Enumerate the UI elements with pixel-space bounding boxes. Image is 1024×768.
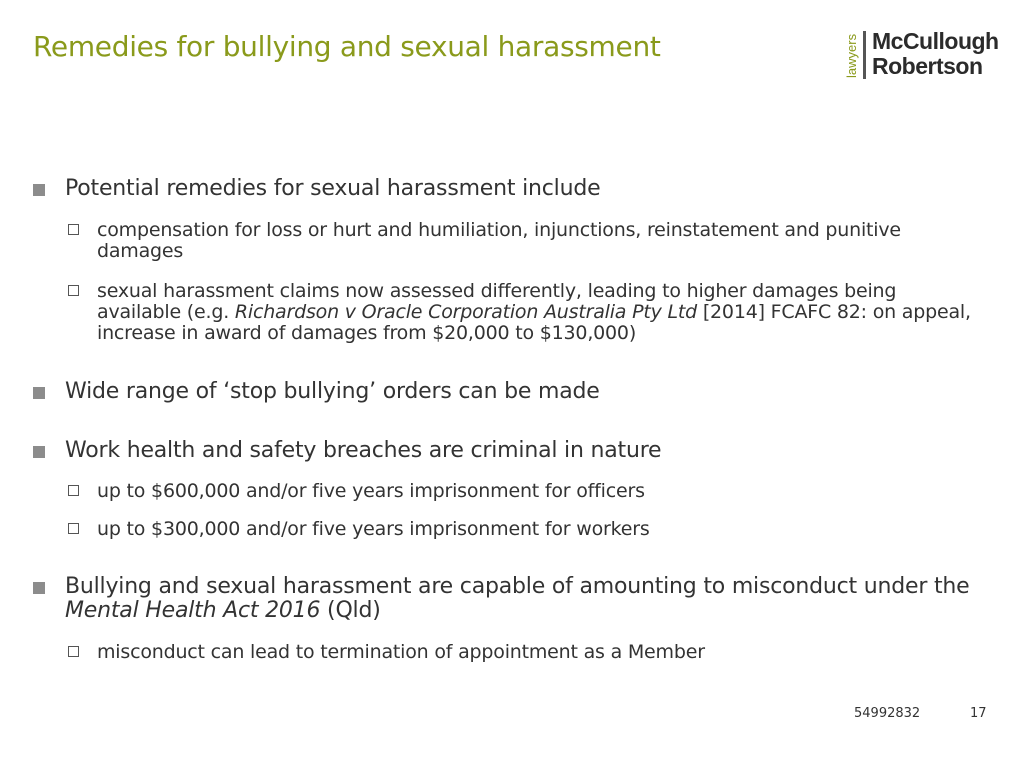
bullet-text-after: (Qld) (320, 598, 381, 623)
logo-name-line1: McCullough (872, 28, 999, 54)
hollow-square-bullet-icon (68, 523, 79, 534)
sub-bullet-text (97, 281, 977, 344)
document-id: 54992832 (854, 706, 921, 721)
sub-bullet-text: up to $300,000 and/or five years imprisonment for workers (97, 518, 650, 540)
page-number: 17 (970, 706, 987, 721)
hollow-square-bullet-icon (68, 485, 79, 496)
sub-bullet-text: misconduct can lead to termination of appointment as a Member (97, 641, 705, 663)
sub-bullet-text: compensation for loss or hurt and humiliation, injunctions, reinstatement and punitive damages (97, 219, 901, 262)
act-name: Mental Health Act 2016 (65, 598, 321, 623)
hollow-square-bullet-icon (68, 224, 79, 235)
bullet-text-before: Bullying and sexual harassment are capable of amounting to misconduct under the (65, 574, 970, 599)
logo-lawyers-text: lawyers (844, 33, 859, 78)
company-logo (842, 28, 999, 82)
sub-bullet-text-before: sexual harassment claims now assessed differently, leading to higher damages being available (e.g. (97, 280, 897, 323)
slide-title: Remedies for bullying and sexual harassment (33, 30, 661, 63)
bullet-text: Wide range of ‘stop bullying’ orders can be made (65, 379, 600, 404)
logo-name-line2: Robertson (872, 53, 983, 79)
bullet-text: Work health and safety breaches are criminal in nature (65, 438, 662, 463)
sub-bullet-text: up to $600,000 and/or five years imprisonment for officers (97, 480, 645, 502)
bullet-text (65, 575, 985, 623)
square-bullet-icon (33, 184, 45, 196)
bullet-text: Potential remedies for sexual harassment include (65, 176, 601, 201)
logo-divider (863, 31, 866, 79)
square-bullet-icon (33, 387, 45, 399)
sub-bullet-text-after: [2014] FCAFC 82: on appeal, increase in award of damages from $20,000 to $130,000) (97, 301, 971, 344)
square-bullet-icon (33, 582, 45, 594)
hollow-square-bullet-icon (68, 285, 79, 296)
hollow-square-bullet-icon (68, 646, 79, 657)
square-bullet-icon (33, 446, 45, 458)
case-name: Richardson v Oracle Corporation Australia Pty Ltd (234, 301, 697, 323)
